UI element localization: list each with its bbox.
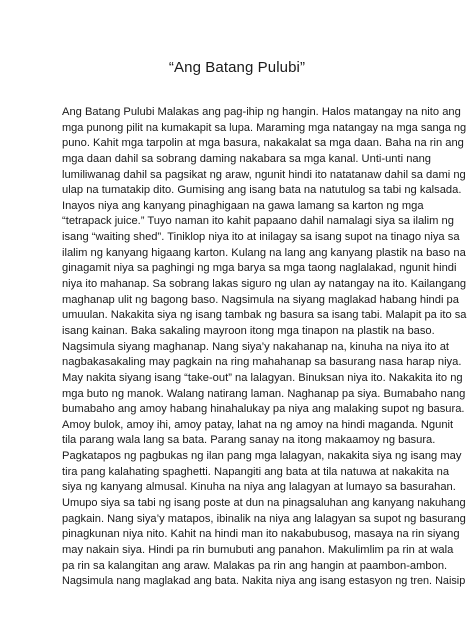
body-line: ulap na tumatakip dito. Gumising ang isang bata na natutulog sa tabi ng kalsada. bbox=[62, 184, 462, 197]
body-line: niya ito mahanap. Sa sobrang lakas siguro ng ulan ay natangay na ito. Kailangang bbox=[62, 278, 467, 291]
body-line: umuulan. Nakakita siya ng isang tambak ng basura sa isang tabi. Malapit pa ito sa bbox=[62, 309, 467, 322]
body-line: Inayos niya ang kanyang pinaghigaan na gawa lamang sa karton ng mga bbox=[62, 199, 424, 212]
body-line: mga daan dahil sa sobrang daming nakabara sa mga kanal. Unti-unti nang bbox=[62, 152, 432, 165]
body-line: isang kainan. Baka sakaling mayroon itong mga tinapon na plastik na baso. bbox=[62, 324, 435, 337]
body-line: Amoy bulok, amoy ihi, amoy patay, lahat na ng amoy na hindi maganda. Ngunit bbox=[62, 418, 454, 431]
body-line: Pagkatapos ng pagbukas ng ilan pang mga lalagyan, nakakita siya ng isang may bbox=[62, 450, 462, 463]
body-line: siya ng kanyang almusal. Kinuha na niya ang lalagyan at lumayo sa basurahan. bbox=[62, 481, 456, 494]
body-line: mga punong pilit na kumakapit sa lupa. Maraming mga natangay na mga sanga ng bbox=[62, 121, 467, 134]
body-line: “tetrapack juice.” Tuyo naman ito kahit papaano dahil namalagi siya sa ilalim ng bbox=[62, 215, 454, 228]
document-title: “Ang Batang Pulubi” bbox=[168, 59, 306, 76]
body-line: tila parang wala lang sa bata. Parang sanay na itong makaamoy ng basura. bbox=[62, 434, 436, 447]
body-line: Ang Batang Pulubi Malakas ang pag-ihip ng hangin. Halos matangay na nito ang bbox=[62, 106, 461, 118]
body-line: maghanap ulit ng bagong baso. Nagsimula na siyang maglakad habang hindi pa bbox=[62, 293, 459, 306]
body-line: mga buto ng manok. Walang natirang laman. Naghanap pa siya. Bumabaho nang bbox=[62, 387, 466, 400]
body-line: Nagsimula nang maglakad ang bata. Nakita niya ang isang estasyon ng tren. Naisip bbox=[62, 575, 466, 588]
body-line: ginagamit niya sa paghingi ng mga barya sa mga taong naglalakad, ngunit hindi bbox=[62, 262, 457, 275]
body-line: tira pang kalahating spaghetti. Napangiti ang bata at tila natuwa at nakakita na bbox=[62, 465, 450, 478]
body-line: puno. Kahit mga tarpolin at mga basura, nakakalat sa mga daan. Baha na rin ang bbox=[62, 137, 464, 150]
body-line: pagkain. Nang siya’y matapos, ibinalik na niya ang lalagyan sa supot ng basurang bbox=[62, 512, 466, 525]
body-line: isang “waiting shed”. Tiniklop niya ito at inilagay sa isang supot na tinago niya sa bbox=[62, 231, 460, 244]
body-line: lumiliwanag dahil sa pagsikat ng araw, ngunit hindi ito natatanaw dahil sa dami ng bbox=[62, 168, 466, 181]
body-line: nagbakasakaling may pagkain na ring mahahanap sa basurang nasa harap niya. bbox=[62, 356, 462, 369]
body-line: ilalim ng kanyang higaang karton. Kulang na lang ang kanyang plastik na baso na bbox=[62, 246, 466, 259]
document-body bbox=[62, 105, 474, 590]
body-line: may nakain siya. Hindi pa rin bumubuti ang panahon. Makulimlim pa rin at wala bbox=[62, 543, 454, 556]
body-line: pa rin sa kalangitan ang araw. Malakas pa rin ang hangin at paambon-ambon. bbox=[62, 559, 448, 572]
body-line: bumabaho ang amoy habang hinahalukay pa niya ang malaking supot ng basura. bbox=[62, 403, 465, 416]
body-line: Nagsimula siyang maghanap. Nang siya’y nakahanap na, kinuha na niya ito at bbox=[62, 340, 449, 353]
body-line: pinagkunan niya nito. Kahit na hindi man ito nakabubusog, masaya na rin siyang bbox=[62, 528, 460, 541]
body-line: May nakita siyang isang “take-out” na lalagyan. Binuksan niya ito. Nakakita ito ng bbox=[62, 371, 463, 384]
body-line: Umupo siya sa tabi ng isang poste at dun na pinagsaluhan ang kanyang nakuhang bbox=[62, 497, 466, 510]
